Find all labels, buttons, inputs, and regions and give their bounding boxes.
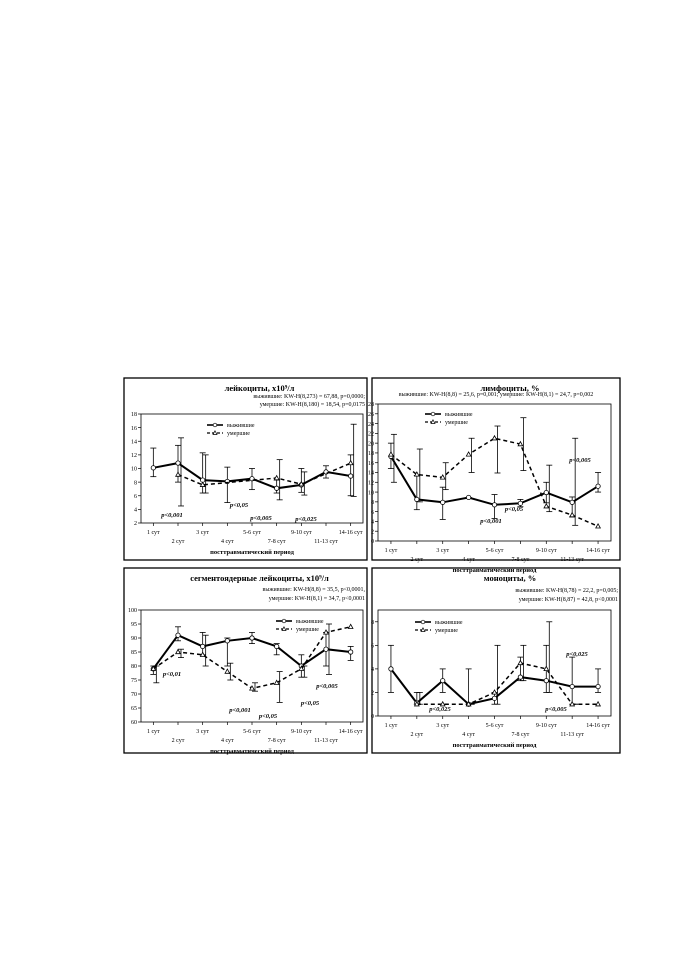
data-point: [348, 461, 353, 465]
chart-panel-2: [368, 378, 620, 574]
y-tick-label: 16: [368, 460, 374, 467]
y-tick-label: 65: [131, 706, 137, 713]
data-point: [492, 696, 496, 700]
data-point: [544, 666, 549, 670]
p-value-annotation: p<0,025: [566, 651, 588, 658]
x-tick-label: 7-8 сут: [267, 539, 286, 545]
x-tick-label: 11-13 сут: [314, 738, 338, 744]
x-tick-label: 7-8 сут: [511, 732, 530, 738]
chart-title: лейкоциты, х10⁹/л: [224, 383, 295, 393]
data-point: [225, 639, 229, 643]
chart-title: лимфоциты, %: [480, 383, 540, 393]
x-axis-title: посттравматический период: [452, 567, 537, 574]
y-tick-label: 4: [371, 667, 374, 674]
legend-marker: [421, 620, 425, 624]
x-tick-label: 2 сут: [171, 738, 185, 744]
p-value-annotation: p<0,05: [300, 700, 320, 707]
plot-area: [141, 610, 363, 722]
x-tick-label: 4 сут: [462, 557, 475, 563]
y-tick-label: 4: [134, 507, 137, 514]
y-tick-label: 20: [368, 441, 374, 448]
chart-stats: выжившие: KW-H(8,78) = 22,2, p=0,005;: [515, 588, 618, 594]
y-tick-label: 0: [371, 714, 374, 721]
p-value-annotation: p<0,05: [229, 502, 249, 509]
y-tick-label: 24: [368, 421, 374, 428]
y-tick-label: 8: [371, 500, 374, 507]
y-tick-label: 26: [368, 411, 374, 418]
y-tick-label: 14: [131, 439, 137, 446]
data-point: [441, 678, 445, 682]
legend-label: умершие: [227, 431, 250, 438]
data-point: [518, 501, 522, 505]
y-tick-label: 10: [368, 490, 374, 497]
data-point: [176, 472, 181, 476]
data-point: [570, 500, 574, 504]
data-point: [492, 436, 497, 440]
x-tick-label: 3 сут: [436, 548, 450, 554]
legend-label: умершие: [296, 627, 319, 634]
legend-label: умершие: [445, 420, 468, 427]
x-tick-label: 3 сут: [196, 729, 210, 735]
p-value-annotation: p<0,005: [569, 457, 591, 464]
chart-panel-4: [371, 568, 620, 753]
data-point: [544, 490, 548, 494]
chart-stats: умершие: KW-H(8,180) = 18,54, p=0,0175: [259, 402, 365, 408]
legend-marker: [282, 619, 286, 623]
chart-title: сегментоядерные лейкоциты, х10⁹/л: [190, 573, 329, 583]
y-tick-label: 18: [131, 412, 137, 419]
x-tick-label: 4 сут: [220, 539, 234, 545]
data-point: [544, 504, 549, 508]
y-tick-label: 2: [134, 521, 137, 528]
chart-stats: умершие: KW-H(8,1) = 34,7, p<0,0001: [268, 596, 365, 602]
x-tick-label: 3 сут: [436, 723, 450, 729]
data-point: [348, 650, 352, 654]
y-tick-label: 14: [368, 470, 374, 477]
x-tick-label: 11-13 сут: [560, 732, 584, 738]
data-point: [389, 667, 393, 671]
x-tick-label: 9-10 сут: [535, 548, 557, 554]
data-point: [324, 647, 328, 651]
x-tick-label: 1 сут: [384, 723, 398, 729]
p-value-annotation: p<0,025: [295, 516, 317, 523]
chart-panel-3: [124, 568, 367, 755]
x-tick-label: 1 сут: [384, 548, 398, 554]
x-tick-label: 7-8 сут: [511, 557, 530, 563]
chart-stats: выжившие: KW-H(8,8) = 25,6, p=0,001; умершие: KW-H(8,1) = 24,7, p=0,002: [398, 392, 594, 398]
legend-label: выжившие: [296, 619, 324, 626]
y-tick-label: 6: [371, 509, 374, 516]
y-tick-label: 95: [131, 622, 137, 629]
data-point: [389, 452, 394, 456]
y-tick-label: 8: [134, 480, 137, 487]
y-tick-label: 8: [371, 619, 374, 626]
y-tick-label: 85: [131, 650, 137, 657]
p-value-annotation: p<0,001: [480, 518, 502, 525]
x-tick-label: 14-16 сут: [586, 548, 610, 554]
data-point: [274, 644, 278, 648]
y-tick-label: 10: [131, 466, 137, 473]
x-tick-label: 11-13 сут: [560, 557, 584, 563]
x-tick-label: 1 сут: [146, 729, 160, 735]
x-tick-label: 4 сут: [220, 738, 234, 744]
y-tick-label: 12: [131, 453, 137, 460]
data-point: [596, 524, 601, 528]
chart-stats: умершие: KW-H(8,87) = 42,8, p<0,0001: [518, 597, 618, 603]
chart-title: моноциты, %: [483, 573, 537, 583]
chart-panel-1: [124, 378, 367, 560]
y-tick-label: 6: [371, 643, 374, 650]
data-point: [518, 675, 522, 679]
data-point: [200, 644, 204, 648]
y-tick-label: 60: [131, 720, 137, 727]
data-point: [596, 684, 600, 688]
data-point: [441, 500, 445, 504]
x-tick-label: 2 сут: [410, 732, 424, 738]
x-tick-label: 2 сут: [171, 539, 185, 545]
p-value-annotation: p<0,05: [504, 506, 524, 513]
x-tick-label: 3 сут: [196, 530, 210, 536]
legend-marker: [213, 423, 217, 427]
x-tick-label: 4 сут: [462, 732, 475, 738]
p-value-annotation: p<0,005: [250, 515, 272, 522]
p-value-annotation: p<0,001: [229, 707, 251, 714]
y-tick-label: 12: [368, 480, 374, 487]
y-tick-label: 16: [131, 425, 137, 432]
data-point: [570, 684, 574, 688]
data-point: [151, 466, 155, 470]
data-point: [570, 513, 575, 517]
y-tick-label: 28: [368, 402, 374, 409]
legend-label: выжившие: [227, 423, 255, 430]
x-tick-label: 7-8 сут: [267, 738, 286, 744]
data-point: [176, 461, 180, 465]
x-tick-label: 14-16 сут: [338, 729, 363, 735]
x-tick-label: 5-6 сут: [485, 723, 504, 729]
x-tick-label: 11-13 сут: [314, 539, 338, 545]
p-value-annotation: p<0,025: [429, 706, 451, 713]
x-axis-title: посттравматический период: [210, 748, 294, 755]
y-tick-label: 4: [371, 519, 374, 526]
p-value-annotation: p<0,001: [161, 512, 183, 519]
data-point: [466, 495, 470, 499]
legend-label: выжившие: [445, 412, 473, 419]
y-tick-label: 70: [131, 692, 137, 699]
chart-stats: выжившие: KW-H(8,273) = 67,88, p=0,0000;: [253, 394, 365, 400]
x-tick-label: 5-6 сут: [243, 530, 261, 536]
x-tick-label: 5-6 сут: [243, 729, 261, 735]
x-tick-label: 5-6 сут: [485, 548, 504, 554]
p-value-annotation: p<0,05: [258, 713, 278, 720]
y-tick-label: 75: [131, 678, 137, 685]
y-tick-label: 80: [131, 664, 137, 671]
data-point: [466, 452, 471, 456]
data-point: [415, 497, 419, 501]
data-point: [250, 636, 254, 640]
data-point: [492, 503, 496, 507]
p-value-annotation: p<0,005: [545, 706, 567, 713]
x-tick-label: 14-16 сут: [586, 723, 610, 729]
x-tick-label: 2 сут: [410, 557, 424, 563]
x-tick-label: 1 сут: [146, 530, 160, 536]
y-tick-label: 6: [134, 493, 137, 500]
chart-stats: выжившие: KW-H(8,8) = 35,5, p<0,0001,: [262, 587, 365, 593]
data-point: [176, 633, 180, 637]
p-value-annotation: p<0,005: [316, 683, 338, 690]
data-point: [596, 702, 601, 706]
y-tick-label: 90: [131, 636, 137, 643]
x-axis-title: посттравматический период: [210, 549, 294, 556]
x-tick-label: 14-16 сут: [338, 530, 363, 536]
p-value-annotation: p<0,01: [162, 671, 182, 678]
data-point: [225, 669, 230, 673]
data-point: [596, 484, 600, 488]
y-tick-label: 22: [368, 431, 374, 438]
data-point: [348, 624, 353, 628]
y-tick-label: 2: [371, 690, 374, 697]
data-point: [544, 678, 548, 682]
y-tick-label: 18: [368, 451, 374, 458]
legend-marker: [431, 412, 435, 416]
x-tick-label: 9-10 сут: [290, 729, 312, 735]
y-tick-label: 100: [128, 608, 137, 615]
legend-label: выжившие: [435, 620, 463, 627]
x-tick-label: 9-10 сут: [535, 723, 557, 729]
y-tick-label: 0: [371, 539, 374, 546]
data-point: [274, 486, 278, 490]
data-point: [348, 474, 352, 478]
y-tick-label: 2: [371, 529, 374, 536]
x-tick-label: 9-10 сут: [290, 530, 312, 536]
x-axis-title: посттравматический период: [452, 742, 537, 749]
legend-label: умершие: [435, 628, 458, 635]
